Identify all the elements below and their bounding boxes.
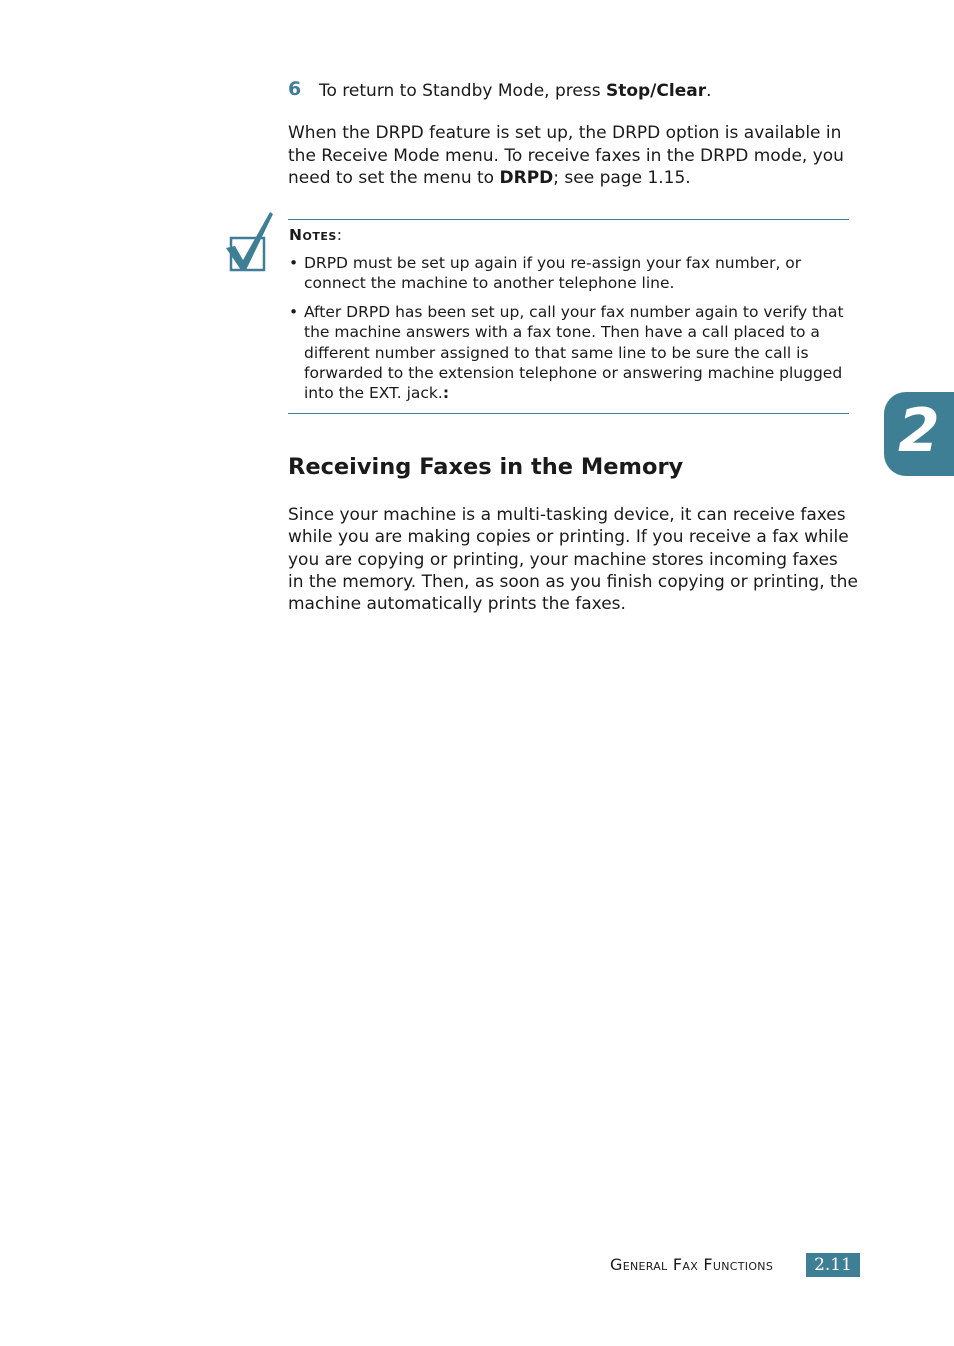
chapter-tab	[884, 392, 954, 476]
section-heading: Receiving Faxes in the Memory	[288, 454, 684, 480]
note-checkmark-icon	[224, 210, 276, 274]
bullet-icon: •	[289, 254, 299, 272]
section-body: Since your machine is a multi-tasking device, it can receive faxes while you are making copies or printing. If you receive a fax while you are copying or printing, your machine stores incoming faxes in the memory. Then, as soon as you finish copying or printing, the machine automatically prints the faxes.	[288, 505, 858, 615]
step-text: To return to Standby Mode, press Stop/Clear.	[319, 81, 712, 101]
footer-page-number: 2.11	[806, 1253, 860, 1277]
bullet-icon: •	[289, 303, 299, 321]
step-number: 6	[288, 78, 302, 100]
drpd-intro-paragraph: When the DRPD feature is set up, the DRPD option is available in the Receive Mode menu. To receive faxes in the DRPD mode, you need to set the menu to DRPD; see page 1.15.	[288, 123, 844, 188]
notes-box: Notes: • DRPD must be set up again if you re-assign your fax number, or connect the machine to another telephone line. • After DRPD has been set up, call your fax number again to verify that the machine answers with a fax tone. Then have a call placed to a different number assigned to that same line to be sure the call is forwarded to the extension telephone or answering machine plugged into the EXT. jack.:	[288, 219, 849, 414]
notes-title: Notes:	[289, 226, 343, 244]
chapter-number: 2	[898, 396, 940, 466]
footer-chapter-title: General Fax Functions	[610, 1255, 774, 1274]
stop-clear-key: Stop/Clear	[605, 81, 707, 101]
drpd-menu-value: DRPD	[499, 168, 554, 188]
